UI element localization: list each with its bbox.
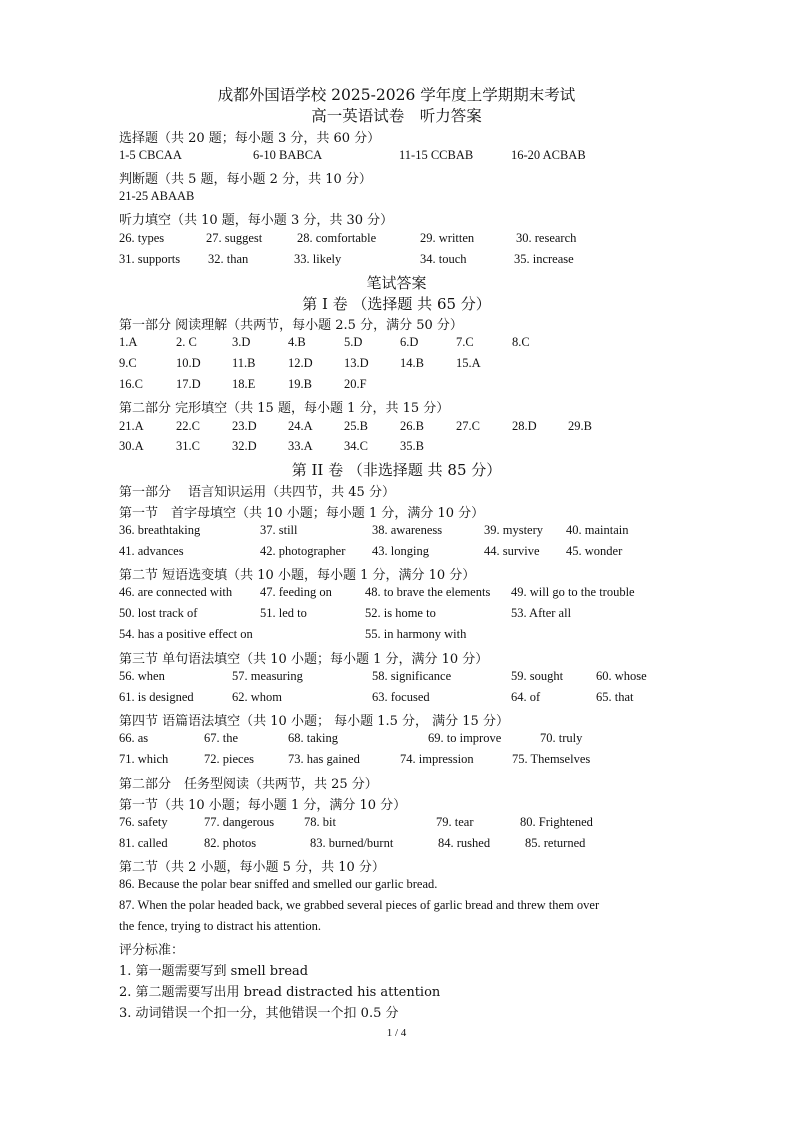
answer-cell: 5.D — [344, 335, 363, 349]
answer-cell: 6-10 BABCA — [253, 148, 323, 162]
answer-cell: 24.A — [288, 419, 313, 433]
scoring-item: 3. 动词错误一个扣一分，其他错误一个扣 0.5 分 — [119, 1006, 399, 1021]
answer-cell: 38. awareness — [372, 523, 443, 537]
answer-cell: 69. to improve — [428, 731, 502, 745]
answer-cell: 46. are connected with — [119, 585, 233, 599]
answer-cell: 33. likely — [294, 252, 342, 266]
answer-cell: 32. than — [208, 252, 249, 266]
answer-cell: 6.D — [400, 335, 419, 349]
answer-cell: 42. photographer — [260, 544, 346, 558]
answer-cell: 50. lost track of — [119, 606, 198, 620]
answer-cell: 73. has gained — [288, 752, 360, 766]
answer-cell: 19.B — [288, 377, 312, 391]
answer-cell: 28.D — [512, 419, 537, 433]
answer-cell: 54. has a positive effect on — [119, 627, 253, 641]
answer-cell: 67. the — [204, 731, 239, 745]
answer-cell: 29. written — [420, 231, 475, 245]
fill-header: 听力填空（共 10 题，每小题 3 分，共 30 分） — [119, 213, 394, 228]
answer-cell: 17.D — [176, 377, 201, 391]
answer-cell: 47. feeding on — [260, 585, 332, 599]
scoring-header: 评分标准： — [119, 943, 185, 958]
v2-part1-header: 第一部分 语言知识运用（共四节，共 45 分） — [119, 485, 395, 500]
answer-cell: 84. rushed — [438, 836, 491, 850]
page-number: 1 / 4 — [386, 1027, 407, 1039]
answer-cell: 59. sought — [511, 669, 564, 683]
answer-cell: 8.C — [512, 335, 530, 349]
answer-cell: 14.B — [400, 356, 424, 370]
answer-cell: 28. comfortable — [297, 231, 377, 245]
answer-cell: 75. Themselves — [512, 752, 591, 766]
answer-cell: 22.C — [176, 419, 200, 433]
volume1-title: 第 I 卷 （选择题 共 65 分） — [302, 295, 491, 313]
answer-cell: 33.A — [288, 439, 313, 453]
answer-cell: 31.C — [176, 439, 200, 453]
exam-title: 成都外国语学校 2025-2026 学年度上学期期末考试 — [217, 86, 576, 104]
answer-cell: 78. bit — [304, 815, 336, 829]
scoring-item: 1. 第一题需要写到 smell bread — [119, 964, 309, 979]
answer-cell: 68. taking — [288, 731, 338, 745]
answer-cell: 16-20 ACBAB — [511, 148, 586, 162]
answer-cell: 11.B — [232, 356, 256, 370]
task1-header: 第一节（共 10 小题；每小题 1 分，满分 10 分） — [119, 798, 407, 813]
answer-cell: 32.D — [232, 439, 257, 453]
exam-subtitle: 高一英语试卷 听力答案 — [311, 107, 482, 125]
answer-cell: 35. increase — [514, 252, 574, 266]
answer-cell: 62. whom — [232, 690, 282, 704]
answer-cell: 63. focused — [372, 690, 430, 704]
answer-cell: 23.D — [232, 419, 257, 433]
v2-part2-header: 第二部分 任务型阅读（共两节，共 25 分） — [119, 777, 378, 792]
answer-cell: 16.C — [119, 377, 143, 391]
answer-cell: 77. dangerous — [204, 815, 275, 829]
answer-cell: 2. C — [176, 335, 197, 349]
answer-87-line1: 87. When the polar headed back, we grabbed several pieces of garlic bread and threw them over — [119, 898, 600, 912]
answer-cell: 21-25 ABAAB — [119, 189, 195, 203]
answer-cell: 64. of — [511, 690, 541, 704]
answer-cell: 61. is designed — [119, 690, 194, 704]
answer-cell: 40. maintain — [566, 523, 629, 537]
answer-cell: 49. will go to the trouble — [511, 585, 635, 599]
answer-cell: 18.E — [232, 377, 256, 391]
answer-cell: 35.B — [400, 439, 424, 453]
answer-cell: 79. tear — [436, 815, 474, 829]
answer-cell: 60. whose — [596, 669, 647, 683]
answer-cell: 30. research — [516, 231, 577, 245]
answer-cell: 66. as — [119, 731, 149, 745]
answer-cell: 13.D — [344, 356, 369, 370]
answer-cell: 15.A — [456, 356, 481, 370]
answer-cell: 48. to brave the elements — [365, 585, 491, 599]
answer-cell: 26. types — [119, 231, 165, 245]
answer-cell: 34.C — [344, 439, 368, 453]
part2-header: 第二部分 完形填空（共 15 题，每小题 1 分，共 15 分） — [119, 401, 450, 416]
answer-cell: 70. truly — [540, 731, 583, 745]
answer-cell: 30.A — [119, 439, 144, 453]
written-title: 笔试答案 — [366, 274, 427, 292]
answer-cell: 12.D — [288, 356, 313, 370]
answer-cell: 55. in harmony with — [365, 627, 467, 641]
answer-cell: 31. supports — [119, 252, 181, 266]
sec3-header: 第三节 单句语法填空（共 10 小题；每小题 1 分，满分 10 分） — [119, 652, 489, 667]
answer-cell: 27.C — [456, 419, 480, 433]
answer-cell: 45. wonder — [566, 544, 623, 558]
answer-cell: 3.D — [232, 335, 251, 349]
answer-cell: 29.B — [568, 419, 592, 433]
answer-87-line2: the fence, trying to distract his attention. — [119, 919, 322, 933]
answer-cell: 74. impression — [400, 752, 474, 766]
answer-cell: 83. burned/burnt — [310, 836, 394, 850]
answer-cell: 81. called — [119, 836, 168, 850]
answer-cell: 26.B — [400, 419, 424, 433]
answer-cell: 44. survive — [484, 544, 540, 558]
answer-cell: 53. After all — [511, 606, 572, 620]
answer-cell: 43. longing — [372, 544, 429, 558]
answer-cell: 65. that — [596, 690, 634, 704]
judge-header: 判断题（共 5 题，每小题 2 分，共 10 分） — [119, 172, 372, 187]
choice-header: 选择题（共 20 题；每小题 3 分，共 60 分） — [119, 131, 381, 146]
answer-cell: 9.C — [119, 356, 137, 370]
answer-cell: 10.D — [176, 356, 201, 370]
answer-86: 86. Because the polar bear sniffed and smelled our garlic bread. — [119, 877, 438, 891]
volume2-title: 第 II 卷 （非选择题 共 85 分） — [291, 461, 502, 479]
scoring-item: 2. 第二题需要写出用 bread distracted his attention — [119, 985, 441, 1000]
answer-cell: 57. measuring — [232, 669, 303, 683]
answer-cell: 41. advances — [119, 544, 184, 558]
answer-cell: 82. photos — [204, 836, 257, 850]
answer-cell: 1-5 CBCAA — [119, 148, 182, 162]
answer-cell: 80. Frightened — [520, 815, 593, 829]
answer-cell: 58. significance — [372, 669, 452, 683]
answer-cell: 7.C — [456, 335, 474, 349]
answer-cell: 25.B — [344, 419, 368, 433]
answer-cell: 71. which — [119, 752, 169, 766]
answer-cell: 51. led to — [260, 606, 307, 620]
answer-cell: 21.A — [119, 419, 144, 433]
answer-cell: 11-15 CCBAB — [399, 148, 474, 162]
sec2-header: 第二节 短语选变填（共 10 小题，每小题 1 分，满分 10 分） — [119, 568, 476, 583]
answer-cell: 34. touch — [420, 252, 467, 266]
answer-cell: 36. breathtaking — [119, 523, 201, 537]
answer-cell: 1.A — [119, 335, 138, 349]
task2-header: 第二节（共 2 小题，每小题 5 分，共 10 分） — [119, 860, 385, 875]
answer-cell: 39. mystery — [484, 523, 544, 537]
answer-cell: 52. is home to — [365, 606, 436, 620]
answer-cell: 4.B — [288, 335, 306, 349]
answer-cell: 27. suggest — [206, 231, 263, 245]
answer-cell: 56. when — [119, 669, 165, 683]
answer-cell: 76. safety — [119, 815, 168, 829]
sec1-header: 第一节 首字母填空（共 10 小题；每小题 1 分，满分 10 分） — [119, 506, 485, 521]
part1-header: 第一部分 阅读理解（共两节，每小题 2.5 分，满分 50 分） — [119, 318, 463, 333]
answer-cell: 37. still — [260, 523, 298, 537]
sec4-header: 第四节 语篇语法填空（共 10 小题； 每小题 1.5 分， 满分 15 分） — [119, 714, 509, 729]
answer-cell: 85. returned — [525, 836, 586, 850]
answer-cell: 72. pieces — [204, 752, 254, 766]
answer-cell: 20.F — [344, 377, 367, 391]
